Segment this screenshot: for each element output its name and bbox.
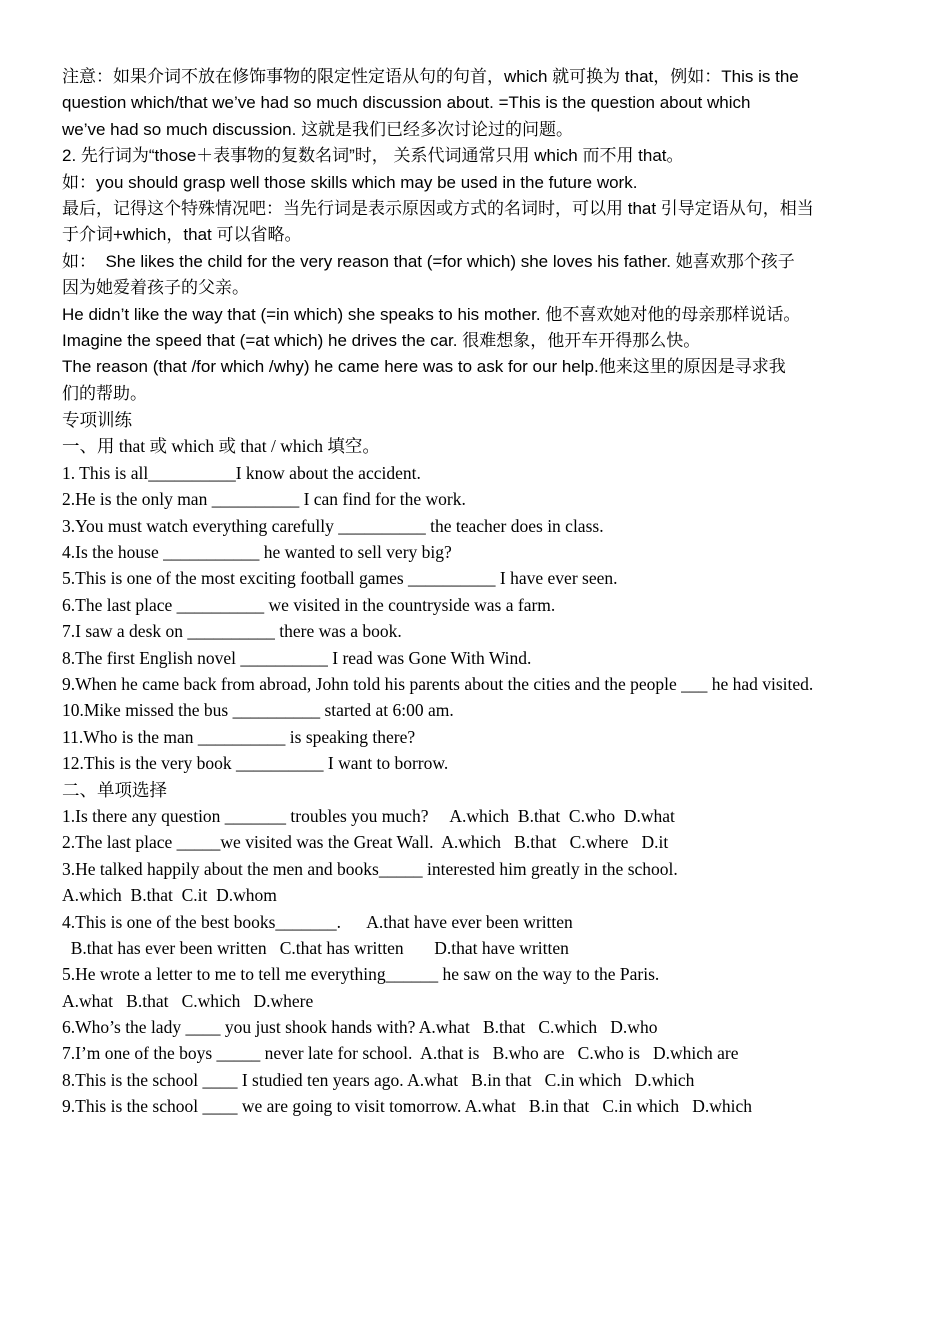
document-page bbox=[62, 64, 892, 1120]
question-item: 1. This is all__________I know about the accident. bbox=[62, 462, 421, 483]
question-item: 5.He wrote a letter to me to tell me everything______ he saw on the way to the Paris. bbox=[62, 964, 660, 985]
section-heading: 一、用 that 或 which 或 that / which 填空。 bbox=[62, 436, 380, 457]
question-item: 9.When he came back from abroad, John told his parents about the cities and the people ___ he had visited. bbox=[62, 673, 814, 694]
question-item: 8.This is the school ____ I studied ten years ago. A.what B.in that C.in which D.which bbox=[62, 1069, 695, 1090]
question-item: 12.This is the very book __________ I want to borrow. bbox=[62, 753, 449, 774]
answer-options: A.which B.that C.it D.whom bbox=[62, 885, 277, 906]
note-line: Imagine the speed that (=at which) he drives the car. 很难想象，他开车开得那么快。 bbox=[62, 330, 701, 350]
answer-options: B.that has ever been written C.that has written D.that have written bbox=[62, 937, 569, 958]
note-line: 于介词+which，that 可以省略。 bbox=[62, 225, 302, 245]
section-heading: 二、单项选择 bbox=[62, 779, 167, 800]
question-item: 10.Mike missed the bus __________ started at 6:00 am. bbox=[62, 700, 454, 721]
note-line: 2. 先行词为“those＋表事物的复数名词”时， 关系代词通常只用 which 而不用 that。 bbox=[62, 146, 684, 166]
multiple-choice-section bbox=[62, 777, 892, 1120]
note-line: we’ve had so much discussion. 这就是我们已经多次讨论过的问题。 bbox=[62, 119, 574, 139]
question-item: 4.Is the house ___________ he wanted to sell very big? bbox=[62, 542, 452, 563]
note-line: The reason (that /for which /why) he came here was to ask for our help.他来这里的原因是寻求我 bbox=[62, 357, 786, 377]
note-line: 注意：如果介词不放在修饰事物的限定性定语从句的句首，which 就可换为 that，例如：This is the bbox=[62, 67, 799, 86]
grammar-note-section bbox=[62, 64, 892, 407]
note-line: question which/that we’ve had so much discussion about. =This is the question about which bbox=[62, 93, 751, 113]
question-item: 8.The first English novel __________ I read was Gone With Wind. bbox=[62, 647, 532, 668]
answer-options: A.what B.that C.which D.where bbox=[62, 990, 314, 1011]
question-item: 3.You must watch everything carefully __________ the teacher does in class. bbox=[62, 515, 604, 536]
question-item: 6.The last place __________ we visited in the countryside was a farm. bbox=[62, 594, 556, 615]
fill-in-blank-section bbox=[62, 433, 892, 776]
note-line: 如：you should grasp well those skills which may be used in the future work. bbox=[62, 172, 638, 192]
question-item: 6.Who’s the lady ____ you just shook hands with? A.what B.that C.which D.who bbox=[62, 1017, 658, 1038]
question-item: 11.Who is the man __________ is speaking there? bbox=[62, 726, 416, 747]
question-item: 2.He is the only man __________ I can find for the work. bbox=[62, 489, 466, 510]
note-line: He didn’t like the way that (=in which) she speaks to his mother. 他不喜欢她对他的母亲那样说话。 bbox=[62, 304, 801, 324]
question-item: 9.This is the school ____ we are going to visit tomorrow. A.what B.in that C.in which D.which bbox=[62, 1096, 753, 1117]
question-item: 7.I’m one of the boys _____ never late for school. A.that is B.who are C.who is D.which are bbox=[62, 1043, 739, 1064]
question-item: 1.Is there any question _______ troubles you much? A.which B.that C.who D.what bbox=[62, 805, 675, 826]
note-line: 如： She likes the child for the very reason that (=for which) she loves his father. 她喜欢那个孩子 bbox=[62, 251, 795, 271]
question-item: 7.I saw a desk on __________ there was a book. bbox=[62, 621, 402, 642]
question-item: 2.The last place _____we visited was the Great Wall. A.which B.that C.where D.it bbox=[62, 832, 669, 853]
question-item: 3.He talked happily about the men and books_____ interested him greatly in the school. bbox=[62, 858, 678, 879]
note-line: 最后，记得这个特殊情况吧：当先行词是表示原因或方式的名词时，可以用 that 引导定语从句，相当 bbox=[62, 198, 814, 218]
note-line: 们的帮助。 bbox=[62, 383, 147, 403]
exercise-title: 专项训练 bbox=[62, 410, 132, 431]
note-line: 因为她爱着孩子的父亲。 bbox=[62, 278, 249, 298]
question-item: 4.This is one of the best books_______. A.that have ever been written bbox=[62, 911, 573, 932]
question-item: 5.This is one of the most exciting football games __________ I have ever seen. bbox=[62, 568, 618, 589]
